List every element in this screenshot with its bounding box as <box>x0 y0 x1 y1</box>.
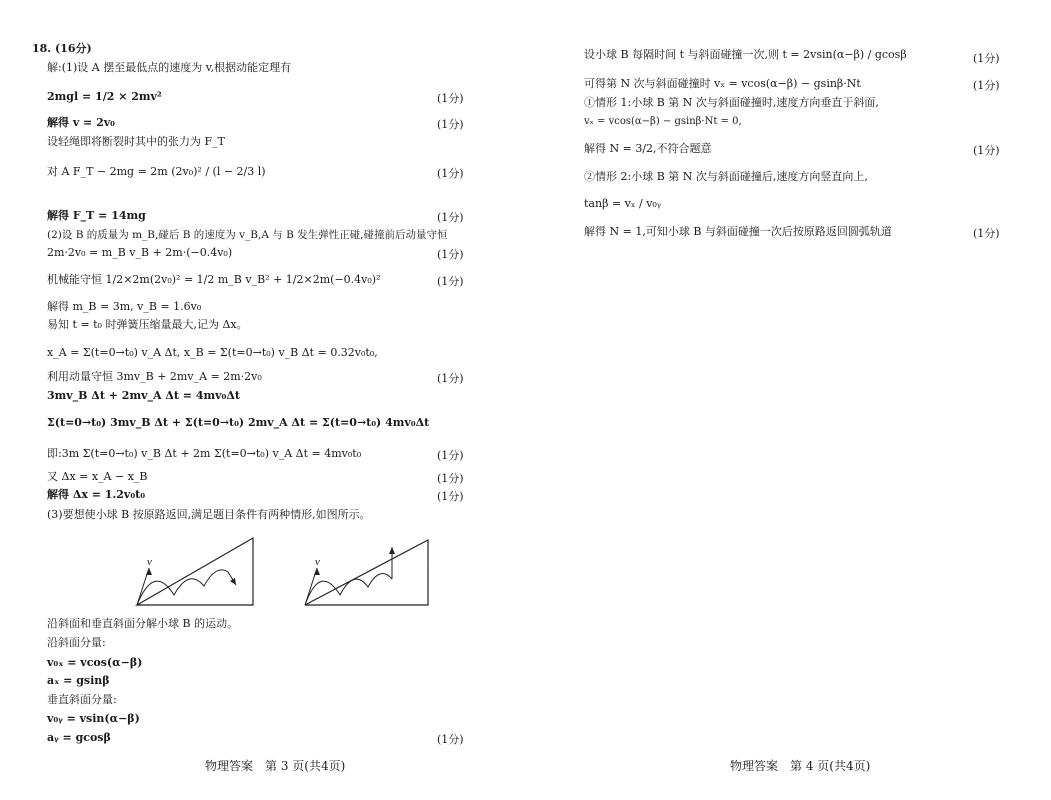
equation-line: 解得 Δx = 1.2v₀t₀ <box>47 488 146 501</box>
equation-line: v₀ₓ = vcos(α−β) <box>47 656 143 669</box>
equation-line: 3mv_B Δt + 2mv_A Δt = 4mv₀Δt <box>47 389 240 402</box>
equation-line: vₓ = vcos(α−β) − gsinβ·Nt = 0, <box>584 116 742 127</box>
equation-line: 解得 v = 2v₀ <box>47 116 115 129</box>
equation-line: 又 Δx = x_A − x_B <box>47 470 148 483</box>
solution-line: 易知 t = t₀ 时弹簧压缩量最大,记为 Δx。 <box>47 318 248 331</box>
equation-line: 解得 F_T = 14mg <box>47 209 146 222</box>
velocity-label: v <box>147 556 152 568</box>
equation-line: 即:3m Σ(t=0→t₀) v_B Δt + 2m Σ(t=0→t₀) v_A Δt = 4mv₀t₀ <box>47 447 362 460</box>
solution-line: (2)设 B 的质量为 m_B,碰后 B 的速度为 v_B,A 与 B 发生弹性正碰,碰撞前后动量守恒 <box>47 229 448 241</box>
solution-line: 解:(1)设 A 摆至最低点的速度为 v,根据动能定理有 <box>47 61 292 74</box>
score-mark: (1分) <box>437 211 464 224</box>
solution-line: ②情形 2:小球 B 第 N 次与斜面碰撞后,速度方向竖直向上, <box>584 170 868 183</box>
solution-line: 设小球 B 每隔时间 t 与斜面碰撞一次,则 t = 2vsin(α−β) / gcosβ <box>584 48 907 61</box>
score-mark: (1分) <box>437 248 464 261</box>
score-mark: (1分) <box>437 372 464 385</box>
equation-line: 利用动量守恒 3mv_B + 2mv_A = 2m·2v₀ <box>47 370 262 383</box>
solution-line: (3)要想使小球 B 按原路返回,满足题目条件有两种情形,如图所示。 <box>47 508 371 521</box>
solution-line: 设轻绳即将断裂时其中的张力为 F_T <box>47 135 225 148</box>
score-mark: (1分) <box>437 733 464 746</box>
equation-line: 2mgl = 1/2 × 2mv² <box>47 90 162 103</box>
score-mark: (1分) <box>973 52 1000 65</box>
answer-page-3 <box>0 0 520 800</box>
equation-line: 对 A F_T − 2mg = 2m (2v₀)² / (l − 2/3 l) <box>47 165 266 178</box>
score-mark: (1分) <box>437 490 464 503</box>
solution-line: 沿斜面分量: <box>47 636 106 649</box>
equation-line: 机械能守恒 1/2×2m(2v₀)² = 1/2 m_B v_B² + 1/2×2m(−0.4v₀)² <box>47 273 381 286</box>
score-mark: (1分) <box>437 118 464 131</box>
score-mark: (1分) <box>437 92 464 105</box>
score-mark: (1分) <box>437 167 464 180</box>
score-mark: (1分) <box>437 472 464 485</box>
solution-line: 沿斜面和垂直斜面分解小球 B 的运动。 <box>47 617 239 630</box>
equation-line: tanβ = vₓ / v₀ᵧ <box>584 197 661 210</box>
solution-line: 解得 N = 1,可知小球 B 与斜面碰撞一次后按原路返回圆弧轨道 <box>584 225 892 238</box>
answer-page-4 <box>525 0 1051 800</box>
solution-line: ①情形 1:小球 B 第 N 次与斜面碰撞时,速度方向垂直于斜面, <box>584 96 879 109</box>
solution-line: 垂直斜面分量: <box>47 693 117 706</box>
equation-line: x_A = Σ(t=0→t₀) v_A Δt, x_B = Σ(t=0→t₀) v_B Δt = 0.32v₀t₀, <box>47 346 378 359</box>
equation-line: 解得 m_B = 3m, v_B = 1.6v₀ <box>47 300 202 313</box>
incline-diagram-case-1 <box>134 535 256 607</box>
equation-line: aₓ = gsinβ <box>47 674 110 687</box>
score-mark: (1分) <box>973 79 1000 92</box>
solution-line: 解得 N = 3/2,不符合题意 <box>584 142 712 155</box>
page-footer: 物理答案 第 3 页(共4页) <box>205 759 346 773</box>
score-mark: (1分) <box>973 144 1000 157</box>
equation-line: aᵧ = gcosβ <box>47 731 111 744</box>
equation-line: v₀ᵧ = vsin(α−β) <box>47 712 140 725</box>
incline-diagram-case-2 <box>302 535 432 607</box>
solution-line: 可得第 N 次与斜面碰撞时 vₓ = vcos(α−β) − gsinβ·Nt <box>584 77 861 90</box>
score-mark: (1分) <box>437 275 464 288</box>
score-mark: (1分) <box>437 449 464 462</box>
question-header: 18. (16分) <box>32 42 92 55</box>
page-footer: 物理答案 第 4 页(共4页) <box>730 759 871 773</box>
score-mark: (1分) <box>973 227 1000 240</box>
velocity-label: v <box>315 556 320 568</box>
equation-line: 2m·2v₀ = m_B v_B + 2m·(−0.4v₀) <box>47 246 233 259</box>
equation-line: Σ(t=0→t₀) 3mv_B Δt + Σ(t=0→t₀) 2mv_A Δt = Σ(t=0→t₀) 4mv₀Δt <box>47 416 430 429</box>
